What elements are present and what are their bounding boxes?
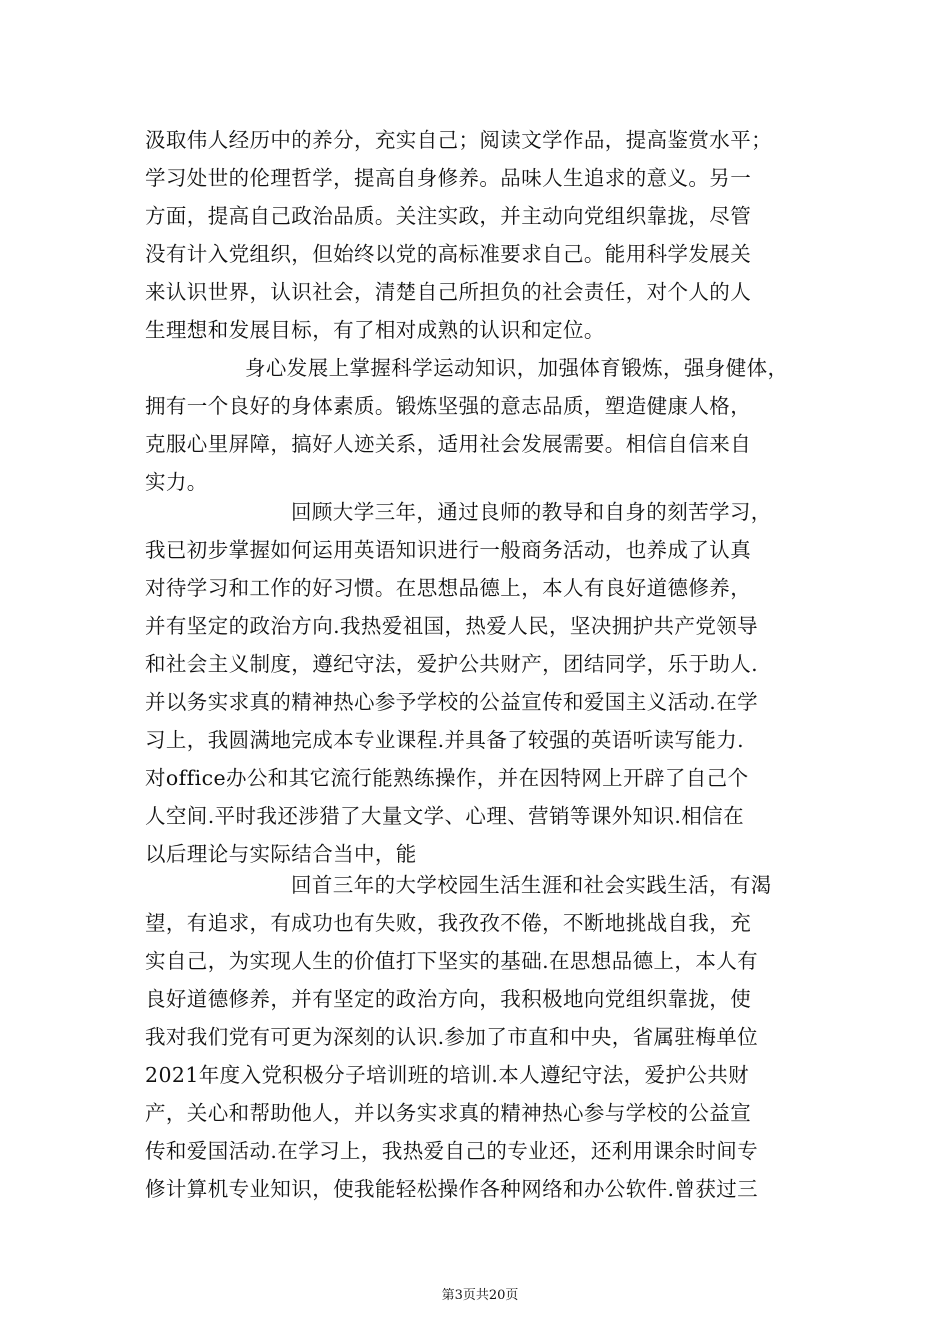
paragraph-1-line-6: 生理想和发展目标，有了相对成熟的认识和定位。 xyxy=(145,318,605,342)
paragraph-1-line-2: 学习处世的伦理哲学，提高自身修养。品味人生追求的意义。另一 xyxy=(145,166,752,190)
paragraph-1-line-3: 方面，提高自己政治品质。关注实政，并主动向党组织靠拢，尽管 xyxy=(145,204,752,228)
paragraph-1-line-4: 没有计入党组织，但始终以党的高标准要求自己。能用科学发展关 xyxy=(145,242,752,266)
paragraph-4-line-5: 我对我们党有可更为深刻的认识.参加了市直和中央，省属驻梅单位 xyxy=(145,1025,759,1049)
paragraph-4-line-2: 望，有追求，有成功也有失败，我孜孜不倦，不断地挑战自我，充 xyxy=(145,911,752,935)
paragraph-4-line-6: 2021年度入党积极分子培训班的培训.本人遵纪守法，爱护公共财 xyxy=(145,1063,750,1087)
paragraph-4-line-3: 实自己，为实现人生的价值打下坚实的基础.在思想品德上，本人有 xyxy=(145,949,759,973)
paragraph-3-line-8: 对office办公和其它流行能熟练操作，并在因特网上开辟了自己个 xyxy=(145,766,749,790)
paragraph-1-line-5: 来认识世界，认识社会，清楚自己所担负的社会责任，对个人的人 xyxy=(145,280,752,304)
paragraph-2-line-2: 拥有一个良好的身体素质。锻炼坚强的意志品质，塑造健康人格， xyxy=(145,394,752,418)
paragraph-4-line-9: 修计算机专业知识，使我能轻松操作各种网络和办公软件.曾获过三 xyxy=(145,1177,759,1201)
paragraph-3-line-9: 人空间.平时我还涉猎了大量文学、心理、营销等课外知识.相信在 xyxy=(145,804,745,828)
paragraph-2-line-1: 身心发展上掌握科学运动知识，加强体育锻炼，强身健体， xyxy=(245,356,789,380)
paragraph-3-line-7: 习上，我圆满地完成本专业课程.并具备了较强的英语听读写能力. xyxy=(145,728,745,752)
page-number-footer: 第3页共20页 xyxy=(441,1288,519,1303)
paragraph-4-line-8: 传和爱国活动.在学习上，我热爱自己的专业还，还利用课余时间专 xyxy=(145,1139,759,1163)
paragraph-3-line-2: 我已初步掌握如何运用英语知识进行一般商务活动，也养成了认真 xyxy=(145,538,752,562)
paragraph-2-line-3: 克服心里屏障，搞好人迹关系，适用社会发展需要。相信自信来自 xyxy=(145,432,752,456)
paragraph-3-line-10: 以后理论与实际结合当中，能 xyxy=(145,842,417,866)
paragraph-3-line-6: 并以务实求真的精神热心参予学校的公益宣传和爱国主义活动.在学 xyxy=(145,690,759,714)
paragraph-2-line-4: 实力。 xyxy=(145,470,208,494)
paragraph-4-line-1: 回首三年的大学校园生活生涯和社会实践生活，有渴 xyxy=(291,873,772,897)
paragraph-3-line-1: 回顾大学三年，通过良师的教导和自身的刻苦学习， xyxy=(291,500,772,524)
paragraph-3-line-3: 对待学习和工作的好习惯。在思想品德上，本人有良好道德修养， xyxy=(145,576,752,600)
paragraph-4-line-4: 良好道德修养，并有坚定的政治方向，我积极地向党组织靠拢，使 xyxy=(145,987,752,1011)
paragraph-3-line-5: 和社会主义制度，遵纪守法，爱护公共财产，团结同学，乐于助人. xyxy=(145,652,759,676)
paragraph-4-line-7: 产，关心和帮助他人，并以务实求真的精神热心参与学校的公益宣 xyxy=(145,1101,752,1125)
paragraph-3-line-4: 并有坚定的政治方向.我热爱祖国，热爱人民，坚决拥护共产党领导 xyxy=(145,614,759,638)
paragraph-1-line-1: 汲取伟人经历中的养分，充实自己；阅读文学作品，提高鉴赏水平； xyxy=(145,128,772,152)
